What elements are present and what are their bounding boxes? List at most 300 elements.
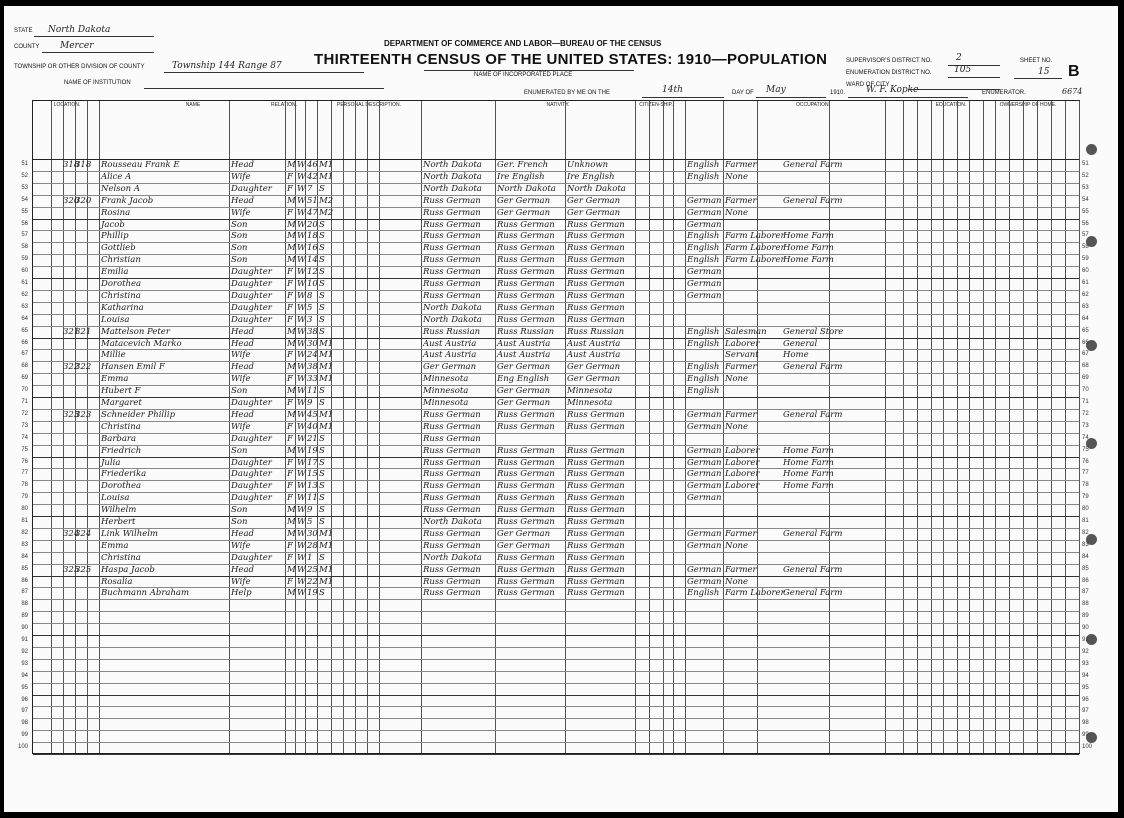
cell-age: 30 xyxy=(307,528,318,539)
cell-bp: Ger German xyxy=(423,362,477,373)
row-number: 64 xyxy=(21,315,28,322)
cell-sex: M xyxy=(287,517,296,527)
row-number-right: 58 xyxy=(1082,244,1089,251)
cell-ind: General Farm xyxy=(783,409,843,420)
column-rule xyxy=(1051,101,1052,753)
row-number-right: 70 xyxy=(1082,387,1089,394)
cell-name: Louisa xyxy=(101,314,130,325)
cell-race: W xyxy=(297,588,306,599)
row-rule xyxy=(33,635,1079,636)
column-rule xyxy=(421,101,422,753)
cell-sex: F xyxy=(287,469,293,480)
cell-ms: S xyxy=(319,433,325,444)
cell-name: Julia xyxy=(101,457,121,468)
cell-sex: M xyxy=(287,195,296,206)
row-rule xyxy=(33,492,1079,493)
row-number: 84 xyxy=(21,553,28,560)
column-rule xyxy=(995,101,996,753)
personal-heading: PERSONAL DESCRIPTION. xyxy=(337,102,401,108)
row-number-right: 91 xyxy=(1082,637,1089,643)
cell-name: Dorothea xyxy=(101,279,142,289)
cell-name: Barbara xyxy=(101,433,137,444)
row-number: 89 xyxy=(21,613,28,620)
cell-dw: 321 xyxy=(63,326,80,337)
location-heading: LOCATION. xyxy=(53,102,81,108)
cell-rel: Daughter xyxy=(231,481,272,492)
cell-bp: North Dakota xyxy=(423,314,482,325)
cell-age: 11 xyxy=(307,493,318,504)
cell-lang: German xyxy=(687,540,722,551)
cell-occ: Farm Laborer xyxy=(725,243,785,254)
cell-ms: S xyxy=(319,326,325,337)
cell-fbp: Russ German xyxy=(497,314,555,325)
cell-ms: S xyxy=(319,290,325,301)
cell-fam: 324 xyxy=(75,528,92,539)
column-rule xyxy=(943,101,944,753)
column-rule xyxy=(1009,101,1010,753)
row-number: 56 xyxy=(21,220,28,227)
cell-name: Emma xyxy=(101,540,129,551)
cell-ms: S xyxy=(319,279,325,289)
cell-race: W xyxy=(297,314,306,325)
cell-sex: F xyxy=(287,421,293,432)
row-number: 95 xyxy=(21,684,28,691)
cell-ms: S xyxy=(319,231,325,242)
cell-sex: F xyxy=(287,171,293,182)
cell-fbp: Russ German xyxy=(497,576,555,587)
cell-ms: M1 xyxy=(319,362,334,373)
cell-race: W xyxy=(297,469,306,480)
cell-occ: Farmer xyxy=(725,362,757,373)
row-number: 83 xyxy=(21,541,28,548)
row-number: 63 xyxy=(21,303,28,310)
cell-rel: Help xyxy=(231,588,252,599)
cell-race: W xyxy=(297,445,306,456)
cell-sex: F xyxy=(287,374,293,385)
cell-ms: M1 xyxy=(319,350,334,361)
cell-bp: North Dakota xyxy=(423,517,482,527)
row-number-right: 82 xyxy=(1082,529,1089,536)
row-number: 86 xyxy=(21,577,28,584)
cell-bp: Russ German xyxy=(423,267,481,278)
cell-lang: English xyxy=(687,362,720,373)
cell-sex: F xyxy=(287,314,293,325)
row-number-right: 62 xyxy=(1082,291,1089,298)
cell-mbp: Russ German xyxy=(567,219,625,230)
row-rule xyxy=(33,564,1079,565)
row-number-right: 95 xyxy=(1082,684,1089,691)
cell-fbp: Russ German xyxy=(497,255,555,266)
cell-fbp: Russ German xyxy=(497,505,555,516)
row-rule xyxy=(33,599,1079,600)
cell-rel: Wife xyxy=(231,421,251,432)
cell-rel: Son xyxy=(231,505,248,516)
cell-mbp: Russ German xyxy=(567,279,625,289)
cell-fbp: Aust Austria xyxy=(497,350,551,361)
cell-sex: F xyxy=(287,207,293,218)
cell-sex: M xyxy=(287,362,296,373)
row-number: 73 xyxy=(21,422,28,429)
cell-race: W xyxy=(297,290,306,301)
row-rule xyxy=(33,695,1079,696)
cell-ms: S xyxy=(319,398,325,408)
cell-name: Christina xyxy=(101,290,141,301)
cell-age: 17 xyxy=(307,457,318,468)
row-rule xyxy=(33,540,1079,541)
cell-race: W xyxy=(297,517,306,527)
cell-race: W xyxy=(297,386,306,397)
census-sheet xyxy=(4,6,1118,812)
column-rule xyxy=(983,101,984,753)
column-rule xyxy=(663,101,664,753)
cell-rel: Daughter xyxy=(231,398,272,408)
cell-race: W xyxy=(297,255,306,266)
row-rule xyxy=(33,171,1079,172)
cell-fbp: Russ German xyxy=(497,588,555,599)
cell-name: Christina xyxy=(101,421,141,432)
cell-mbp: Russ German xyxy=(567,457,625,468)
cell-age: 33 xyxy=(307,374,318,385)
cell-mbp: Russ Russian xyxy=(567,326,625,337)
row-number: 70 xyxy=(21,387,28,394)
cell-rel: Wife xyxy=(231,207,251,218)
cell-bp: Russ German xyxy=(423,588,481,599)
row-number: 96 xyxy=(21,696,28,703)
row-number-right: 61 xyxy=(1082,280,1089,286)
cell-age: 38 xyxy=(307,326,318,337)
cell-fbp: Ire English xyxy=(497,171,545,182)
cell-race: W xyxy=(297,564,306,575)
row-number-right: 92 xyxy=(1082,648,1089,655)
sheet-side: B xyxy=(1068,63,1080,80)
cell-age: 22 xyxy=(307,576,318,587)
cell-mbp: Russ German xyxy=(567,267,625,278)
cell-fam: 318 xyxy=(75,160,92,170)
township-label: TOWNSHIP OR OTHER DIVISION OF COUNTY xyxy=(14,64,145,70)
cell-ind: General Farm xyxy=(783,362,843,373)
cell-bp: North Dakota xyxy=(423,302,482,313)
row-number-right: 53 xyxy=(1082,184,1089,191)
row-rule xyxy=(33,468,1079,469)
row-rule xyxy=(33,457,1079,458)
row-number-right: 85 xyxy=(1082,565,1089,572)
cell-name: Frank Jacob xyxy=(101,195,154,206)
row-rule xyxy=(33,671,1079,672)
cell-fbp: North Dakota xyxy=(497,183,556,194)
row-number-right: 74 xyxy=(1082,434,1089,441)
cell-rel: Son xyxy=(231,231,248,242)
row-rule xyxy=(33,552,1079,553)
cell-occ: None xyxy=(725,540,749,551)
cell-rel: Wife xyxy=(231,374,251,385)
cell-occ: Farm Laborer xyxy=(725,231,785,242)
cell-fbp: Aust Austria xyxy=(497,338,551,349)
cell-rel: Daughter xyxy=(231,469,272,480)
cell-age: 28 xyxy=(307,540,318,551)
row-number-right: 73 xyxy=(1082,422,1089,429)
state-label: STATE xyxy=(14,28,33,34)
cell-lang: German xyxy=(687,457,722,468)
cell-lang: German xyxy=(687,290,722,301)
cell-mbp: Russ German xyxy=(567,243,625,254)
row-rule xyxy=(33,266,1079,267)
cell-name: Link Wilhelm xyxy=(101,528,158,539)
cell-name: Herbert xyxy=(101,517,136,527)
cell-mbp: Russ German xyxy=(567,517,625,527)
column-rule xyxy=(565,101,566,753)
row-number: 60 xyxy=(21,268,28,275)
row-number: 74 xyxy=(21,434,28,441)
cell-rel: Head xyxy=(231,338,254,349)
cell-race: W xyxy=(297,362,306,373)
cell-age: 5 xyxy=(307,302,313,313)
ed-label: ENUMERATION DISTRICT NO. xyxy=(846,70,932,76)
cell-age: 3 xyxy=(307,314,313,325)
cell-occ: None xyxy=(725,576,749,587)
cell-mbp: Ger German xyxy=(567,195,621,206)
cell-rel: Son xyxy=(231,243,248,254)
row-number: 77 xyxy=(21,470,28,477)
cell-age: 42 xyxy=(307,171,318,182)
cell-ms: M1 xyxy=(319,528,334,539)
row-number-right: 97 xyxy=(1082,708,1089,715)
row-rule xyxy=(33,576,1079,577)
enumerated-month: May xyxy=(766,85,786,95)
cell-age: 7 xyxy=(307,183,313,194)
cell-ms: S xyxy=(319,445,325,456)
cell-bp: North Dakota xyxy=(423,183,482,194)
cell-bp: Russ German xyxy=(423,457,481,468)
row-rule xyxy=(33,659,1079,660)
cell-ind: General xyxy=(783,338,818,349)
cell-age: 20 xyxy=(307,219,318,230)
cell-fbp: Russ German xyxy=(497,290,555,301)
column-rule xyxy=(931,101,932,753)
row-number: 78 xyxy=(21,482,28,489)
cell-name: Christina xyxy=(101,552,141,563)
cell-lang: German xyxy=(687,564,722,575)
cell-name: Matacevich Marko xyxy=(101,338,182,349)
row-rule xyxy=(33,445,1079,446)
cell-rel: Head xyxy=(231,564,254,575)
cell-race: W xyxy=(297,302,306,313)
row-number: 51 xyxy=(21,161,28,167)
cell-fam: 323 xyxy=(75,409,92,420)
cell-race: W xyxy=(297,481,306,492)
cell-race: W xyxy=(297,195,306,206)
cell-ms: S xyxy=(319,255,325,266)
cell-age: 5 xyxy=(307,517,313,527)
cell-bp: Russ German xyxy=(423,564,481,575)
row-number-right: 96 xyxy=(1082,696,1089,703)
supervisor-label: SUPERVISOR'S DISTRICT NO. xyxy=(846,58,932,64)
year-label: 1910. xyxy=(830,90,846,96)
punch-hole xyxy=(1086,144,1097,155)
cell-rel: Daughter xyxy=(231,314,272,325)
cell-ind: Home Farm xyxy=(783,243,834,254)
row-rule xyxy=(33,409,1079,410)
cell-lang: English xyxy=(687,171,720,182)
cell-mbp: Russ German xyxy=(567,469,625,480)
cell-rel: Daughter xyxy=(231,183,272,194)
row-number: 85 xyxy=(21,565,28,572)
row-rule xyxy=(33,433,1079,434)
cell-ms: M1 xyxy=(319,338,334,349)
row-number: 66 xyxy=(21,339,28,346)
row-rule xyxy=(33,718,1079,719)
enumerated-day: 14th xyxy=(662,85,683,95)
column-rule xyxy=(957,101,958,753)
cell-name: Hubert F xyxy=(101,386,141,397)
row-rule xyxy=(33,349,1079,350)
cell-bp: Aust Austria xyxy=(423,338,477,349)
row-rule xyxy=(33,290,1079,291)
cell-ms: S xyxy=(319,552,325,563)
row-rule xyxy=(33,326,1079,327)
row-number: 94 xyxy=(21,672,28,679)
cell-occ: Farmer xyxy=(725,160,757,170)
cell-race: W xyxy=(297,338,306,349)
cell-age: 24 xyxy=(307,350,318,361)
cell-ms: S xyxy=(319,243,325,254)
cell-name: Katharina xyxy=(101,302,144,313)
cell-bp: Russ German xyxy=(423,433,481,444)
cell-name: Phillip xyxy=(101,231,129,242)
row-number: 87 xyxy=(21,589,28,596)
cell-occ: Farmer xyxy=(725,409,757,420)
row-number: 65 xyxy=(21,327,28,334)
cell-lang: English xyxy=(687,326,720,337)
cell-lang: English xyxy=(687,588,720,599)
cell-age: 25 xyxy=(307,564,318,575)
cell-name: Dorothea xyxy=(101,481,142,492)
cell-ms: M1 xyxy=(319,160,334,170)
cell-fbp: Russ German xyxy=(497,517,555,527)
cell-ms: M1 xyxy=(319,576,334,587)
cell-sex: F xyxy=(287,350,293,361)
cell-rel: Son xyxy=(231,445,248,456)
row-number: 93 xyxy=(21,660,28,667)
supervisor-value: 2 xyxy=(956,53,962,63)
column-rule xyxy=(229,101,230,753)
row-rule xyxy=(33,683,1079,684)
cell-ms: M1 xyxy=(319,540,334,551)
row-number-right: 81 xyxy=(1082,518,1089,524)
cell-bp: North Dakota xyxy=(423,160,482,170)
cell-mbp: Ire English xyxy=(567,171,615,182)
cell-race: W xyxy=(297,267,306,278)
cell-lang: German xyxy=(687,576,722,587)
cell-rel: Head xyxy=(231,362,254,373)
row-number: 57 xyxy=(21,232,28,239)
column-rule xyxy=(685,101,686,753)
cell-age: 19 xyxy=(307,445,318,456)
cell-occ: Laborer xyxy=(725,469,760,480)
cell-mbp: Russ German xyxy=(567,505,625,516)
row-number-right: 72 xyxy=(1082,410,1089,417)
row-number: 79 xyxy=(21,494,28,501)
cell-race: W xyxy=(297,433,306,444)
cell-rel: Head xyxy=(231,528,254,539)
cell-lang: German xyxy=(687,267,722,278)
cell-fam: 321 xyxy=(75,326,92,337)
row-number-right: 79 xyxy=(1082,494,1089,501)
cell-rel: Daughter xyxy=(231,433,272,444)
cell-ind: General Farm xyxy=(783,564,843,575)
cell-sex: F xyxy=(287,302,293,313)
cell-occ: Farm Laborer xyxy=(725,588,785,599)
row-number: 58 xyxy=(21,244,28,251)
row-rule xyxy=(33,730,1079,731)
row-rule xyxy=(33,480,1079,481)
cell-lang: German xyxy=(687,421,722,432)
cell-age: 11 xyxy=(307,386,318,397)
cell-ms: S xyxy=(319,493,325,504)
cell-dw: 320 xyxy=(63,195,80,206)
cell-dw: 323 xyxy=(63,409,80,420)
cell-rel: Wife xyxy=(231,576,251,587)
cell-name: Wilhelm xyxy=(101,505,137,516)
row-number: 100 xyxy=(17,744,28,751)
column-rule xyxy=(649,101,650,753)
cell-lang: German xyxy=(687,445,722,456)
cell-lang: German xyxy=(687,195,722,206)
cell-occ: None xyxy=(725,207,749,218)
cell-dw: 325 xyxy=(63,564,80,575)
row-number-right: 55 xyxy=(1082,208,1089,215)
row-number: 88 xyxy=(21,601,28,608)
cell-ms: S xyxy=(319,457,325,468)
education-heading: EDUCATION. xyxy=(935,102,967,108)
cell-bp: Russ German xyxy=(423,528,481,539)
row-number-right: 90 xyxy=(1082,625,1089,632)
row-number-right: 65 xyxy=(1082,327,1089,334)
cell-sex: F xyxy=(287,481,293,492)
cell-age: 12 xyxy=(307,267,318,278)
citizenship-heading: CITIZEN-SHIP. xyxy=(639,102,673,108)
cell-mbp: Russ German xyxy=(567,302,625,313)
cell-name: Buchmann Abraham xyxy=(101,588,190,599)
row-number-right: 89 xyxy=(1082,613,1089,620)
cell-bp: Russ German xyxy=(423,243,481,254)
row-number: 92 xyxy=(21,648,28,655)
row-rule xyxy=(33,754,1079,755)
cell-bp: North Dakota xyxy=(423,552,482,563)
column-rule xyxy=(1037,101,1038,753)
row-rule xyxy=(33,207,1079,208)
row-number: 82 xyxy=(21,529,28,536)
cell-rel: Head xyxy=(231,160,254,170)
row-rule xyxy=(33,706,1079,707)
cell-mbp: Russ German xyxy=(567,445,625,456)
row-rule xyxy=(33,647,1079,648)
cell-lang: German xyxy=(687,493,722,504)
row-number: 62 xyxy=(21,291,28,298)
cell-sex: F xyxy=(287,540,293,551)
row-number-right: 52 xyxy=(1082,172,1089,179)
row-number-right: 66 xyxy=(1082,339,1089,346)
row-number: 98 xyxy=(21,720,28,727)
cell-rel: Wife xyxy=(231,540,251,551)
cell-name: Louisa xyxy=(101,493,130,504)
cell-race: W xyxy=(297,398,306,408)
column-rule xyxy=(903,101,904,753)
cell-fbp: Russ German xyxy=(497,481,555,492)
cell-fbp: Ger German xyxy=(497,540,551,551)
row-number-right: 56 xyxy=(1082,220,1089,227)
cell-ind: General Farm xyxy=(783,160,843,170)
row-number-right: 93 xyxy=(1082,660,1089,667)
